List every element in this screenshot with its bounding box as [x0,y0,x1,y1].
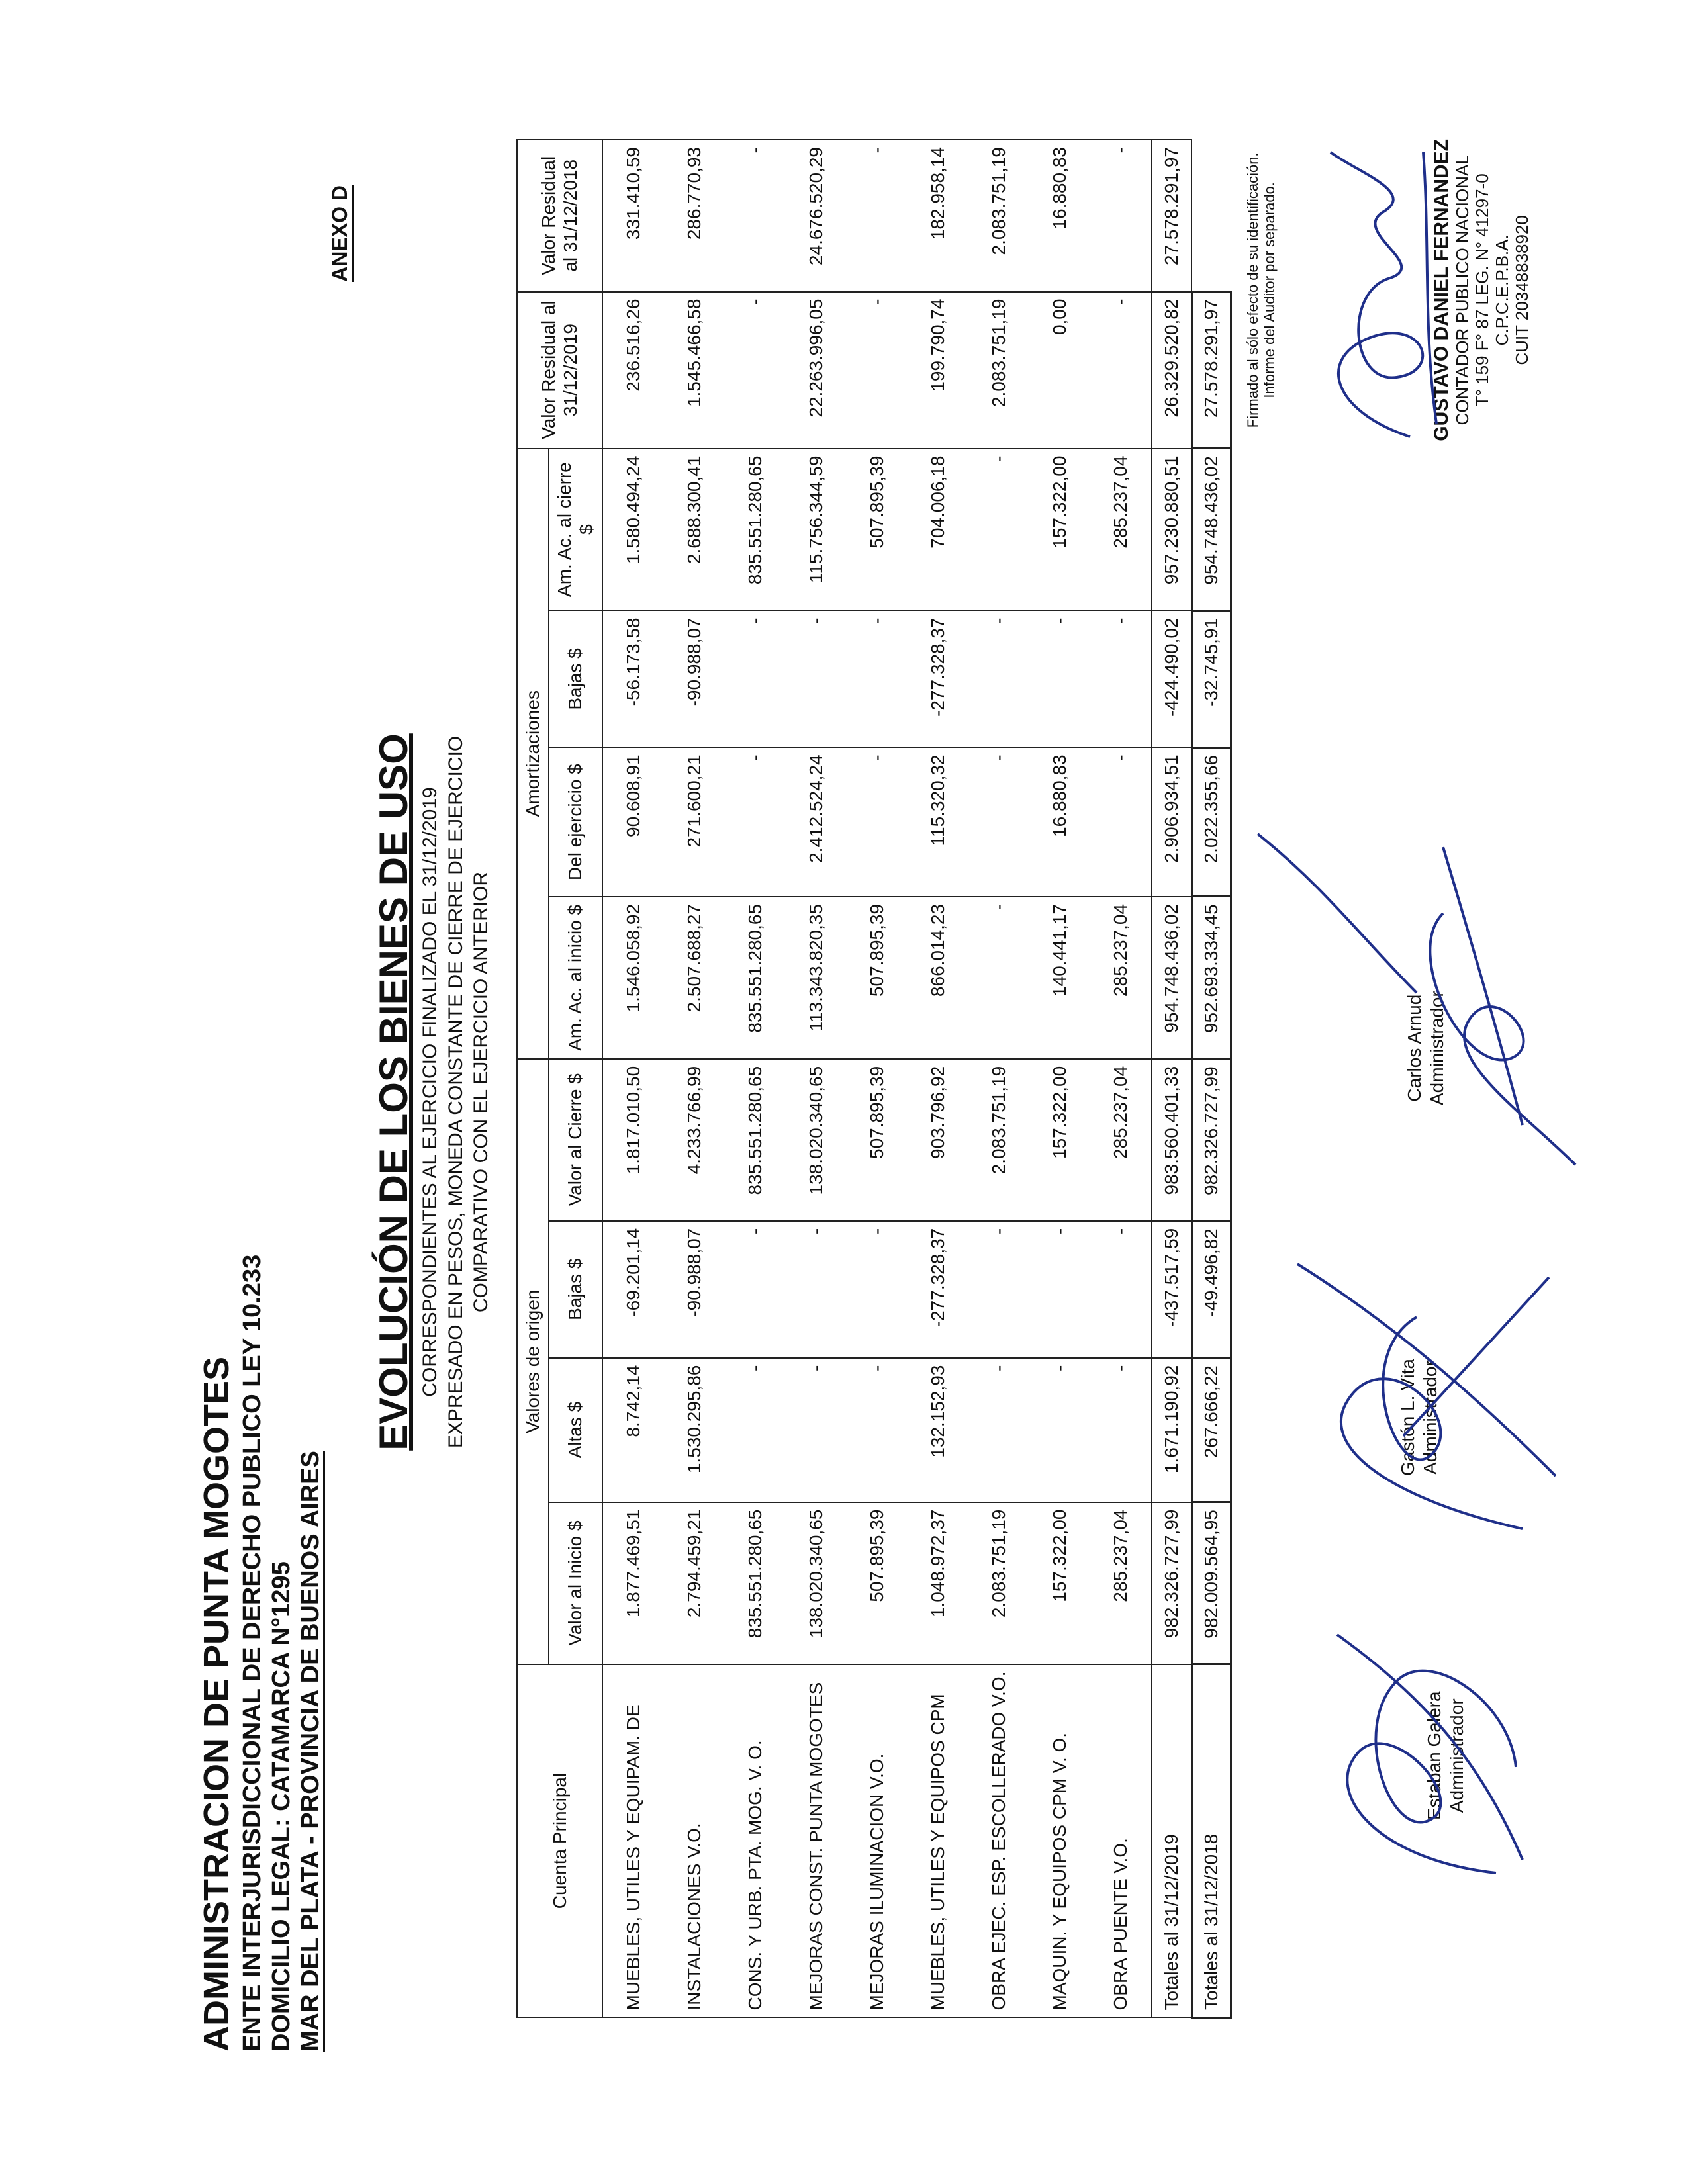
auditor-cuit: CUIT 20348838920 [1511,215,1532,365]
cell-altas: 1.530.295,86 [664,1358,725,1502]
cell-am-bajas: -56.173,58 [602,611,664,748]
cell-am-bajas: - [968,611,1029,748]
cell-r19: - [725,292,786,449]
cell-am-close: 704.006,18 [908,449,968,611]
cell-bajas: -69.201,14 [602,1221,664,1358]
signature-area [1244,139,1642,2019]
cell-altas: 267.666,22 [1192,1358,1231,1502]
cell-start: 982.326.727,99 [1152,1502,1192,1664]
table-row [786,140,847,2018]
cell-account: MUEBLES, UTILES Y EQUIPOS CPM [908,1664,968,2018]
cell-r19: 22.263.996,05 [786,292,847,449]
cell-start: 2.083.751,19 [968,1502,1029,1664]
cell-am-start: 113.343.820,35 [786,897,847,1059]
cell-close: 157.322,00 [1029,1059,1090,1221]
cell-ejercicio: 90.608,91 [602,747,664,897]
cell-ejercicio: - [1090,747,1152,897]
cell-bajas: - [1029,1221,1090,1358]
cell-am-bajas: - [786,611,847,748]
auditor-name: GUSTAVO DANIEL FERNANDEZ [1430,139,1452,441]
cell-start: 1.048.972,37 [908,1502,968,1664]
cell-altas: - [786,1358,847,1502]
cell-close: 138.020.340,65 [786,1059,847,1221]
cell-am-start: 140.441,17 [1029,897,1090,1059]
fixed-assets-table [516,139,1232,2019]
cell-am-close: - [968,449,1029,611]
table-row [1090,140,1152,2018]
cell-am-close: 115.756.344,59 [786,449,847,611]
cell-altas: 8.742,14 [602,1358,664,1502]
cell-start: 138.020.340,65 [786,1502,847,1664]
cell-am-bajas: -32.745,91 [1192,611,1231,748]
cell-bajas: - [725,1221,786,1358]
cell-account: OBRA EJEC. ESP. ESCOLLERADO V.O. [968,1664,1029,2018]
table-row [602,140,664,2018]
cell-close: 835.551.280,65 [725,1059,786,1221]
document-title: EVOLUCIÓN DE LOS BIENES DE USO [371,733,416,1451]
cell-r18: 182.958,14 [908,140,968,292]
cell-r18: 27.578.291,97 [1152,140,1192,292]
cell-r18: - [847,140,908,292]
cell-ejercicio: 2.412.524,24 [786,747,847,897]
cell-am-close: 1.580.494,24 [602,449,664,611]
cell-altas: - [968,1358,1029,1502]
cell-am-start: 2.507.688,27 [664,897,725,1059]
cell-account: Totales al 31/12/2018 [1192,1664,1231,2018]
cell-account: MEJORAS ILUMINACION V.O. [847,1664,908,2018]
auditor-council: C.P.C.E.P.B.A. [1491,234,1512,346]
auditor-registration: T° 159 F° 87 LEG. N° 41297-0 [1472,173,1492,407]
header-ejercicio: Del ejercicio $ [549,747,602,897]
cell-altas: 132.152,93 [908,1358,968,1502]
cell-am-start: 952.693.334,45 [1192,897,1231,1059]
cell-ejercicio: - [725,747,786,897]
cell-close: 903.796,92 [908,1059,968,1221]
cell-ejercicio: - [847,747,908,897]
cell-r18: 2.083.751,19 [968,140,1029,292]
header-bajas: Bajas $ [549,1221,602,1358]
title-block [371,0,493,2184]
signature-block-1 [1423,1691,1468,1820]
cell-account: OBRA PUENTE V.O. [1090,1664,1152,2018]
auditor-title: CONTADOR PUBLICO NACIONAL [1452,155,1473,426]
header-altas: Altas $ [549,1358,602,1502]
cell-am-close: 285.237,04 [1090,449,1152,611]
signatory-role: Administrador [1419,1360,1440,1475]
header-origin-group: Valores de origen [517,1059,549,1664]
header-residual-2019: Valor Residual al 31/12/2019 [517,292,602,449]
cell-altas: 1.671.190,92 [1152,1358,1192,1502]
cell-ejercicio: 115.320,32 [908,747,968,897]
cell-start: 835.551.280,65 [725,1502,786,1664]
entity-name: ADMINISTRACION DE PUNTA MOGOTES [197,1357,236,2052]
cell-r19: 199.790,74 [908,292,968,449]
annex-label: ANEXO D [328,185,354,282]
cell-r19: 26.329.520,82 [1152,292,1192,449]
cell-r19: 27.578.291,97 [1192,292,1231,449]
signature-block-2 [1397,1359,1441,1476]
header-am-start: Am. Ac. al inicio $ [549,897,602,1059]
table-row [968,140,1029,2018]
cell-close: 982.326.727,99 [1192,1059,1231,1221]
cell-am-bajas: - [847,611,908,748]
cell-r18: 286.770,93 [664,140,725,292]
entity-header [199,1255,329,2052]
cell-bajas: - [847,1221,908,1358]
cell-ejercicio: 2.906.934,51 [1152,747,1192,897]
cell-r19: 1.545.466,58 [664,292,725,449]
cell-close: 1.817.010,50 [602,1059,664,1221]
cell-bajas: - [968,1221,1029,1358]
entity-city: MAR DEL PLATA - PROVINCIA DE BUENOS AIRES [297,1451,324,2052]
cell-ejercicio: 16.880,83 [1029,747,1090,897]
cell-bajas: -437.517,59 [1152,1221,1192,1358]
signatory-name: Gastón L. Vita [1397,1359,1418,1476]
header-account: Cuenta Principal [517,1664,602,2018]
cell-start: 2.794.459,21 [664,1502,725,1664]
cell-close: 2.083.751,19 [968,1059,1029,1221]
cell-r18: 331.410,59 [602,140,664,292]
cell-ejercicio: - [968,747,1029,897]
cell-start: 157.322,00 [1029,1502,1090,1664]
cell-am-start: 866.014,23 [908,897,968,1059]
cell-ejercicio: 2.022.355,66 [1192,747,1231,897]
cell-r18: 16.880,83 [1029,140,1090,292]
signatory-role: Administrador [1446,1698,1467,1813]
cell-r19: 0,00 [1029,292,1090,449]
cell-start: 982.009.564,95 [1192,1502,1231,1664]
cell-am-bajas: - [725,611,786,748]
cell-account: INSTALACIONES V.O. [664,1664,725,2018]
signatory-name: Carlos Arnud [1404,994,1425,1102]
header-am-close: Am. Ac. al cierre $ [549,449,602,611]
cell-am-start: 835.551.280,65 [725,897,786,1059]
cell-r18-empty [1192,140,1231,292]
cell-am-close: 507.895,39 [847,449,908,611]
auditor-block [1244,139,1532,441]
table-row [1029,140,1090,2018]
cell-start: 1.877.469,51 [602,1502,664,1664]
cell-am-bajas: - [1090,611,1152,748]
cell-close: 4.233.766,99 [664,1059,725,1221]
cell-am-close: 2.688.300,41 [664,449,725,611]
cell-altas: - [847,1358,908,1502]
subtitle-2: EXPRESADO EN PESOS, MONEDA CONSTANTE DE CIERRE DE EJERCICIO [444,735,467,1449]
cell-r18: 24.676.520,29 [786,140,847,292]
entity-law: ENTE INTERJURISDICCIONAL DE DERECHO PUBLICO LEY 10.233 [238,1254,266,2052]
cell-close: 983.560.401,33 [1152,1059,1192,1221]
subtitle-3: COMPARATIVO CON EL EJERCICIO ANTERIOR [470,871,492,1313]
cell-account: Totales al 31/12/2019 [1152,1664,1192,2018]
subtitle-1: CORRESPONDIENTES AL EJERCICIO FINALIZADO EL 31/12/2019 [419,787,441,1397]
cell-altas: - [1090,1358,1152,1502]
table-row [664,140,725,2018]
cell-am-close: 957.230.880,51 [1152,449,1192,611]
cell-account: MAQUIN. Y EQUIPOS CPM V. O. [1029,1664,1090,2018]
cell-am-bajas: -424.490,02 [1152,611,1192,748]
cell-account: MEJORAS CONST. PUNTA MOGOTES [786,1664,847,2018]
totals-row-2018 [1192,140,1231,2018]
cell-close: 285.237,04 [1090,1059,1152,1221]
cell-account: MUEBLES, UTILES Y EQUIPAM. DE [602,1664,664,2018]
cell-am-bajas: -90.988,07 [664,611,725,748]
cell-am-start: 507.895,39 [847,897,908,1059]
table-row [908,140,968,2018]
cell-am-start: - [968,897,1029,1059]
signature-block-3 [1403,991,1448,1105]
cell-am-start: 285.237,04 [1090,897,1152,1059]
cell-r18: - [1090,140,1152,292]
cell-r19: - [847,292,908,449]
header-residual-2018: Valor Residual al 31/12/2018 [517,140,602,292]
header-amort-group: Amortizaciones [517,449,549,1059]
cell-ejercicio: 271.600,21 [664,747,725,897]
cell-am-close: 954.748.436,02 [1192,449,1231,611]
cell-bajas: -90.988,07 [664,1221,725,1358]
cell-altas: - [1029,1358,1090,1502]
table-row [847,140,908,2018]
header-close: Valor al Cierre $ [549,1059,602,1221]
cell-am-bajas: - [1029,611,1090,748]
cell-bajas: - [1090,1221,1152,1358]
cell-start: 507.895,39 [847,1502,908,1664]
cell-start: 285.237,04 [1090,1502,1152,1664]
cell-am-close: 157.322,00 [1029,449,1090,611]
cell-r19: - [1090,292,1152,449]
signatory-role: Administrador [1426,991,1447,1105]
signatory-name: Estaban Galera [1424,1691,1444,1820]
header-am-bajas: Bajas $ [549,611,602,748]
table-row [725,140,786,2018]
cell-account: CONS. Y URB. PTA. MOG. V. O. [725,1664,786,2018]
auditor-note-identification: Firmado al sólo efecto de su identificación. [1244,152,1261,428]
cell-r19: 2.083.751,19 [968,292,1029,449]
cell-r18: - [725,140,786,292]
cell-am-start: 954.748.436,02 [1152,897,1192,1059]
cell-bajas: - [786,1221,847,1358]
cell-am-bajas: -277.328,37 [908,611,968,748]
cell-altas: - [725,1358,786,1502]
entity-address: DOMICILIO LEGAL: CATAMARCA N°1295 [267,1561,295,2052]
auditor-note-report: Informe del Auditor por separado. [1261,182,1278,398]
cell-am-close: 835.551.280,65 [725,449,786,611]
totals-row-2019 [1152,140,1192,2018]
cell-r19: 236.516,26 [602,292,664,449]
cell-bajas: -49.496,82 [1192,1221,1231,1358]
header-start: Valor al Inicio $ [549,1502,602,1664]
cell-am-start: 1.546.058,92 [602,897,664,1059]
cell-bajas: -277.328,37 [908,1221,968,1358]
cell-close: 507.895,39 [847,1059,908,1221]
